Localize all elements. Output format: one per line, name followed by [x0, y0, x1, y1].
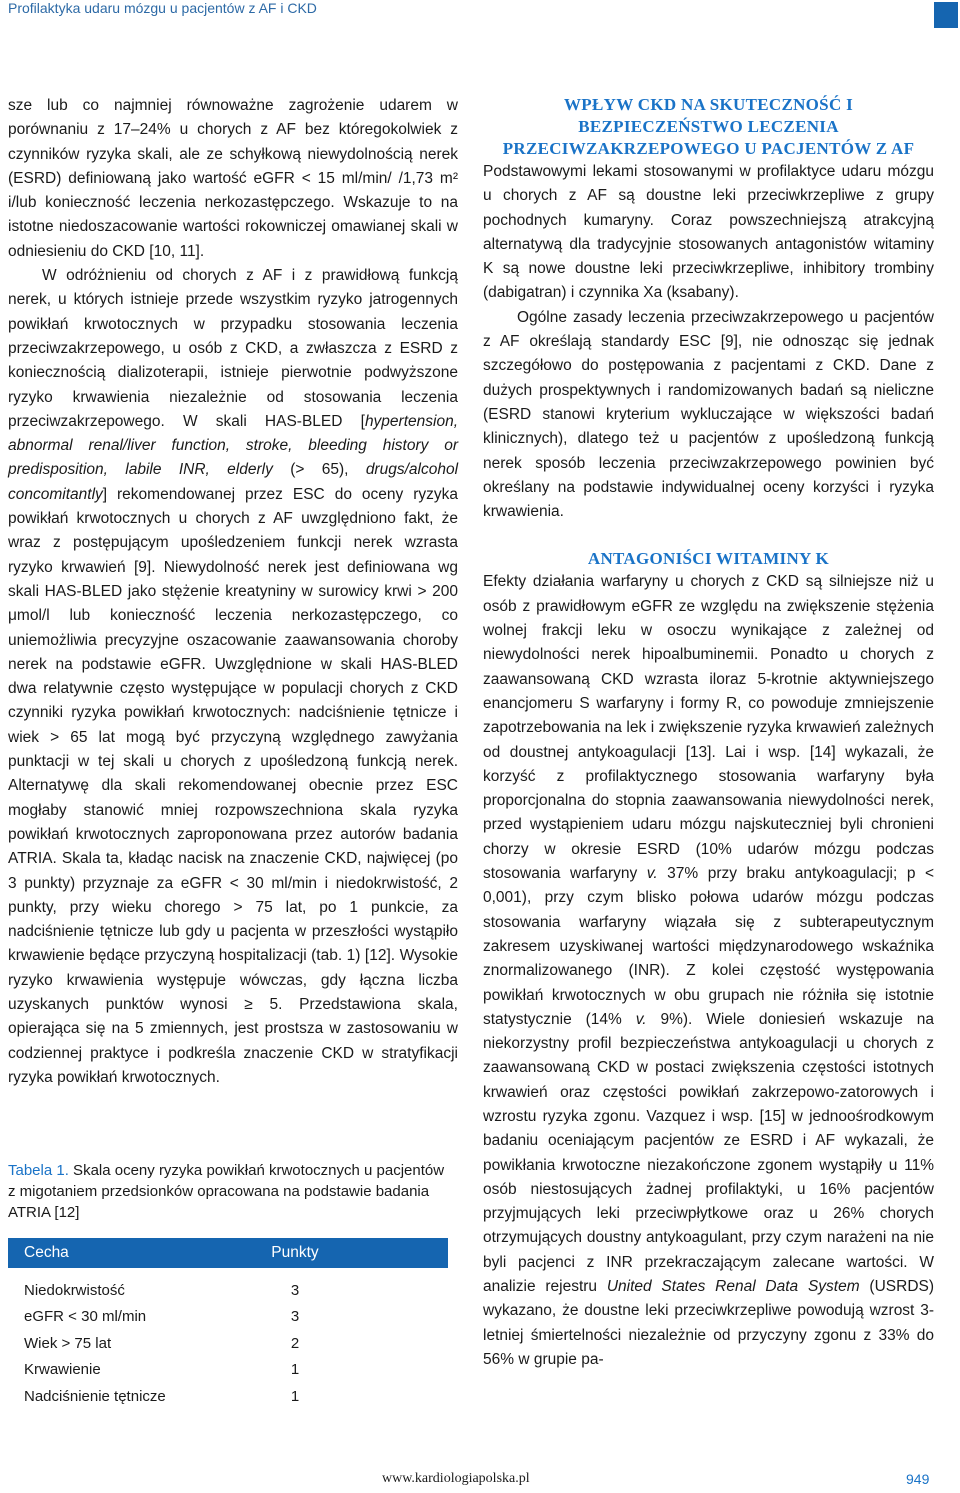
paragraph: sze lub co najmniej równoważne zagrożenie udarem w porównaniu z 17–24% u chorych z AF bez któregokolwiek z czynników ryzyka skali, ale ze schyłkową niewydolnością nerek (ESRD) definiowaną jako wartość eGFR < 15 ml/min/ /1,73 m² i/lub konieczność leczenia nerkozastępczego. Wskazuje to na istotne niedoszacowanie wartości rokowniczej omawianej skali w odniesieniu do CKD [10, 11].: [8, 97, 458, 260]
italic-text: v.: [635, 1010, 647, 1028]
paragraph: [483, 570, 934, 1372]
table-header-cell: Cecha: [24, 1244, 69, 1261]
table-caption: [8, 1160, 448, 1223]
section-heading: WPŁYW CKD NA SKUTECZNOŚĆ I BEZPIECZEŃSTWO LECZENIA PRZECIWZAKRZEPOWEGO U PACJENTÓW Z AF: [502, 95, 915, 158]
table-cell: Nadciśnienie tętnicze: [24, 1387, 166, 1405]
section-spacer: [483, 524, 934, 548]
text-run: (> 65),: [272, 461, 366, 479]
table-cell: 3: [290, 1308, 300, 1326]
text-run: W odróżnieniu od chorych z AF i z prawidłową funkcją nerek, u których istnieje przede wszystkim ryzyko jatrogennych powikłań krwotocznych w przypadku stosowania leczenia przeciwzakrzepowego, u osób z CKD, a zwłaszcza z ESRD z koniecznością dializoterapii, istnieje pierwotnie podwyższone ryzyko krwawienia niezależnie od stosowania leczenia przeciwzakrzepowego. W skali HAS-BLED [: [8, 267, 458, 430]
table-cell: 2: [290, 1334, 300, 1352]
right-column: [483, 94, 934, 1372]
table-row: [8, 1383, 448, 1410]
text-run: 9%). Wiele doniesień wskazuje na niekorzystny profil bezpieczeństwa antykoagulacji u chorych z zaawansowaną CKD w postaci zwiększenia częstości istotnych krwawień oraz częstości powikłań zakrzepowo-zatorowych i wzrostu ryzyka zgonu. Vazquez i wsp. [15] w jednoośrodkowym badaniu oceniającym pacjentów ze ESRD i AF wykazali, że powikłania krwotoczne niezakończone zgonem wystąpiły u 11% osób niestosujących żadnej profilaktyki, u 16% pacjentów przyjmujących leki przeciwpłytkowe oraz u 26% chorych otrzymujących doustny antykoagulant, przy czym narażeni na nie byli pacjenci z INR przekraczającym zalecane wartości. W analizie rejestru: [483, 1010, 934, 1296]
italic-text: hypertension, abnormal renal/liver function, stroke, bleeding history or predisposition, labile INR, elderly: [8, 412, 458, 479]
table-cell: 3: [290, 1281, 300, 1299]
italic-text: drugs/alcohol concomitantly: [8, 461, 459, 503]
table-row: [8, 1357, 448, 1384]
text-run: Efekty działania warfaryny u chorych z CKD są silniejsze niż u osób z prawidłowym eGFR ze względu na zwiększenie stężenia wolnej frakcji leku w osoczu wynikające z zależnej od niewydolności nerek hipoalbuminemii. Ponadto u chorych z zaawansowaną CKD wzrasta iloraz 5-krotnie aktywniejszego enancjomeru S warfaryny i formy R, co powoduje zmniejszenie zapotrzebowania na lek i zwiększenie ryzyka krwawień zależnych od doustnej antykoagulacji [13]. Lai i wsp. [14] wykazali, że korzyść z profilaktycznego stosowania warfaryny była proporcjonalna do stopnia zaawansowania niewydolności nerek, przed wystąpieniem udaru mózgu najskuteczniej byli chronieni chorzy w okresie ESRD (10% udarów mózgu podczas stosowania warfaryny: [483, 573, 934, 883]
table-header-cell: Punkty: [271, 1244, 319, 1261]
table-row: [8, 1277, 448, 1304]
table-cell: eGFR < 30 ml/min: [24, 1308, 147, 1326]
table-row: [8, 1304, 448, 1331]
text-run: 37% przy braku antykoagulacji; p < 0,001), przy czym blisko połowa udarów mózgu podczas stosowania warfaryny wiązała się z subterapeutycznym zakresem uzyskiwanej wartości międzynarodowego wskaźnika znormalizowanego (INR). Z kolei częstość występowania powikłań krwotocznych w obu grupach nie różniła się istotnie statystycznie (14%: [483, 865, 934, 1028]
table-cell: Krwawienie: [24, 1361, 101, 1379]
table-cell: 1: [290, 1361, 300, 1379]
table-cell: Wiek > 75 lat: [24, 1334, 112, 1352]
header-color-box: [934, 2, 958, 28]
table-cell: Niedokrwistość: [24, 1281, 125, 1299]
footer-url[interactable]: www.kardiologiapolska.pl: [382, 1471, 530, 1486]
paragraph: Ogólne zasady leczenia przeciwzakrzepowego u pacjentów z AF określają standardy ESC [9], nie odnosząc się jednak szczegółowo do postępowania z pacjentami z CKD. Dane z dużych prospektywnych i randomizowanych badań są nieliczne (ESRD stanowi kryterium wykluczające w większości badań klinicznych), dlatego też u pacjentów z upośledzoną funkcją nerek sposób leczenia przeciwzakrzepowego powinien być określany na podstawie indywidualnej oceny korzyści i ryzyka krwawienia.: [483, 308, 934, 521]
paragraph: Podstawowymi lekami stosowanymi w profilaktyce udaru mózgu u chorych z AF są doustne leki przeciwkrzepliwe z grupy pochodnych kumaryny. Coraz powszechniejszą atrakcyjną alternatywą dla tradycyjnie stosowanych antagonistów witaminy K są nowe doustne leki przeciwkrzepliwe, inhibitory trombiny (dabigatran) i czynnika Xa (ksabany).: [483, 163, 934, 302]
paragraph: [8, 264, 458, 1090]
text-run: ] rekomendowanej przez ESC do oceny ryzyka powikłań krwotocznych u chorych z AF uwzględniono fakt, że wraz z postępującym upośledzeniem funkcji nerek wzrasta ryzyko krwawień [9]. Niewydolność nerek jest definiowana wg skali HAS-BLED jako stężenie kreatyniny w surowicy krwi > 200 μmol/l lub konieczność leczenia nerkozastępczego, co uniemożliwia precyzyjne oszacowanie zaawansowania choroby nerek na podstawie eGFR. Uwzględnione w skali HAS-BLED dwa relatywnie często występujące w populacji chorych z CKD czynniki ryzyka powikłań krwotocznych: nadciśnienie tętnicze i wiek > 65 lat mogą być przyczyną względnego zawyżania punktacji w tej skali u chorych z upośledzoną funkcją nerek. Alternatywę dla skali rekomendowanej obecnie przez ESC mogłaby stanowić mniej rozpowszechniona skala ryzyka powikłań krwotocznych zaproponowana przez autorów badania ATRIA. Skala ta, kładąc nacisk na znaczenie CKD, najwięcej (po 3 punkty) przyznaje za eGFR < 30 ml/min i niedokrwistość, 2 punkty, przy wieku chorego > 75 lat, po 1 punkcie, za nadciśnienie tętnicze lub gdy u pacjenta w przeszłości wystąpiło krwawienie będące przyczyną hospitalizacji (tab. 1) [12]. Wysokie ryzyko krwawienia występuje wówczas, gdy łączna liczba uzyskanych punktów wynosi ≥ 5. Przedstawiona skala, opierająca się na 5 zmiennych, jest prostsza w zastosowaniu w codziennej praktyce i podkreśla znaczenie CKD w stratyfikacji ryzyka powikłań krwotocznych.: [8, 485, 458, 1086]
running-title: Profilaktyka udaru mózgu u pacjentów z AF i CKD: [8, 0, 317, 16]
table-caption-text: Skala oceny ryzyka powikłań krwotocznych u pacjentów z migotaniem przedsionków opracowana na podstawie badania ATRIA [12]: [8, 1162, 445, 1221]
table-cell: 1: [290, 1387, 300, 1405]
italic-text: v.: [646, 865, 658, 883]
page-number: 949: [906, 1471, 930, 1487]
section-heading: ANTAGONIŚCI WITAMINY K: [587, 549, 830, 569]
left-column: [8, 94, 458, 1090]
table-row: [8, 1330, 448, 1357]
atria-table: [8, 1238, 448, 1410]
italic-text: United States Renal Data System: [606, 1278, 860, 1296]
table-caption-label: Tabela 1.: [8, 1162, 69, 1179]
text-run: (USRDS) wykazano, że doustne leki przeciwkrzepliwe powodują wzrost 3-letniej śmiertelności niezależnie od przyczyny zgonu z 33% do 56% w grupie pa-: [483, 1278, 935, 1368]
table-header-row: [8, 1238, 448, 1268]
